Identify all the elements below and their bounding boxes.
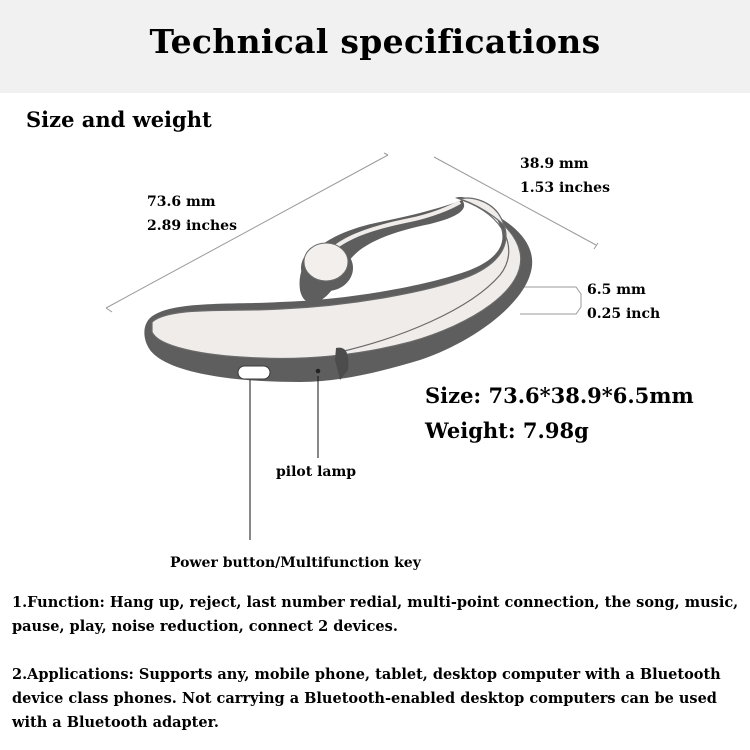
power-button-graphic (238, 366, 270, 379)
width-mm: 38.9 mm (520, 156, 589, 172)
length-mm: 73.6 mm (147, 194, 216, 210)
width-dimension-label (520, 152, 610, 200)
weight-spec: Weight: 7.98g (425, 418, 589, 443)
callout-lines (250, 376, 318, 540)
power-button-label: Power button/Multifunction key (170, 555, 421, 571)
section-heading: Size and weight (26, 107, 212, 132)
function-paragraph: 1.Function: Hang up, reject, last number redial, multi-point connection, the song, music, pause, play, noise reduction, connect 2 devices. (12, 594, 739, 635)
length-inches: 2.89 inches (147, 218, 237, 234)
thickness-bracket (518, 287, 581, 314)
pilot-lamp-label: pilot lamp (276, 464, 357, 480)
thickness-inches: 0.25 inch (587, 306, 661, 322)
applications-paragraph: 2.Applications: Supports any, mobile phone, tablet, desktop computer with a Bluetooth device class phones. Not carrying a Bluetooth-enabled desktop computers can be used with a Bluetooth adapter. (12, 666, 721, 731)
thickness-dimension-label (587, 278, 660, 326)
size-spec: Size: 73.6*38.9*6.5mm (425, 383, 694, 408)
length-dimension-label (147, 190, 237, 238)
page-title: Technical specifications (149, 22, 601, 61)
pilot-lamp-graphic (316, 369, 321, 374)
thickness-mm: 6.5 mm (587, 282, 646, 298)
width-inches: 1.53 inches (520, 180, 610, 196)
